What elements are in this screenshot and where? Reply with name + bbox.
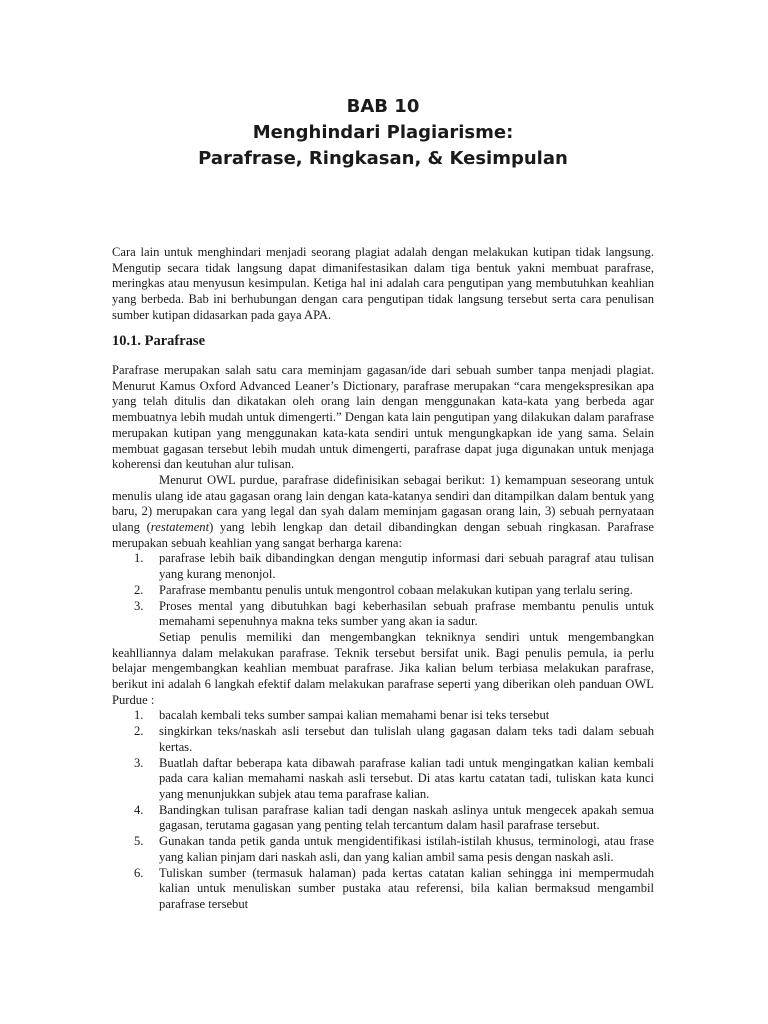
list-item-text: Proses mental yang dibutuhkan bagi keberhasilan sebuah prafrase membantu penulis untuk memahami sepenuhnya makna teks sumber yang akan ia sadur. [159,598,654,629]
list-item-text: Tuliskan sumber (termasuk halaman) pada kertas catatan kalian sehingga ini mempermudah kalian untuk menuliskan sumber pustaka atau referensi, bila kalian bermaksud mengambil parafrase tersebut [159,865,654,911]
list-item-number: 2. [134,582,144,597]
list-item-number: 4. [134,802,144,817]
list-item-text: Buatlah daftar beberapa kata dibawah parafrase kalian tadi untuk mengingatkan kalian kembali pada cara kalian memahami naskah asli tersebut. Di atas kartu catatan tadi, tuliskan kata kunci yang menunjukkan subjek atau tema parafrase kalian. [159,755,654,801]
list-item-number: 1. [134,551,144,566]
list-item [112,724,654,755]
chapter-heading [112,94,654,172]
list-item-number: 3. [134,598,144,613]
list-item [112,583,654,599]
list-item-text: Parafrase membantu penulis untuk mengontrol cobaan melakukan kutipan yang terlalu sering. [159,582,633,597]
intro-paragraph-block [112,245,654,324]
paragraph-2-text-b: ) yang lebih lengkap dan detail dibandingkan dengan sebuah ringkasan. Parafrase merupakan sebuah keahlian yang sangat berharga karena: [112,520,654,550]
list-item [112,708,654,724]
chapter-title-line2: Parafrase, Ringkasan, & Kesimpulan [198,148,568,169]
list-item [112,803,654,834]
list-item-text: parafrase lebih baik dibandingkan dengan mengutip informasi dari sebuah paragraf atau tulisan yang kurang menonjol. [159,551,654,582]
list-item [112,599,654,630]
list-item [112,551,654,582]
list-item-text: Bandingkan tulisan parafrase kalian tadi dengan naskah aslinya untuk mengecek apakah semua gagasan, terutama gagasan yang penting telah tercantum dalam hasil parafrase tersebut. [159,802,654,833]
list-item-number: 3. [134,755,144,770]
list-item [112,834,654,865]
paragraph-2-italic-term: restatement [150,520,210,535]
steps-list [112,708,654,912]
list-item [112,756,654,803]
chapter-title-line1: Menghindari Plagiarisme: [252,122,514,143]
list-item-number: 2. [134,724,144,739]
reasons-list [112,551,654,630]
section-title: 10.1. Parafrase [112,333,206,349]
list-item-text: singkirkan teks/naskah asli tersebut dan tulislah ulang gagasan dalam teks tadi dalam sebuah kertas. [159,724,654,754]
intro-paragraph: Cara lain untuk menghindari menjadi seorang plagiat adalah dengan melakukan kutipan tidak langsung. Mengutip secara tidak langsung dapat dimanifestasikan dalam tiga bentuk yakni membuat parafrase, meringkas atau menyusun kesimpulan. Ketiga hal ini adalah cara pengutipan yang membutuhkan keahlian yang berbeda. Bab ini berhubungan dengan cara pengutipan tidak langsung tersebut serta cara penulisan sumber kutipan didasarkan pada gaya APA. [112,245,654,322]
list-item-number: 5. [134,834,144,849]
list-item [112,866,654,913]
chapter-number: BAB 10 [346,96,420,117]
list-item-number: 6. [134,865,144,880]
list-item-text: bacalah kembali teks sumber sampai kalian memahami benar isi teks tersebut [159,708,550,723]
paragraph-1: Parafrase merupakan salah satu cara meminjam gagasan/ide dari sebuah sumber tanpa menjadi plagiat. Menurut Kamus Oxford Advanced Leaner’s Dictionary, parafrase merupakan “cara mengekspresikan apa yang telah ditulis dan dikatakan oleh orang lain dengan menggunakan kata-kata yang berbeda agar membuatnya lebih mudah untuk dimengerti.” Dengan kata lain pengutipan yang dilakukan dalam parafrase merupakan kutipan yang menggunakan kata-kata sendiri untuk mengungkapkan ide yang sama. Selain membuat gagasan tersebut lebih mudah untuk dimengerti, parafrase dapat juga digunakan untuk menjaga koherensi dan keutuhan alur tulisan. [112,363,654,472]
paragraph-3: Setiap penulis memiliki dan mengembangkan tekniknya sendiri untuk mengembangkan keahlliannya dalam melakukan parafrase. Teknik tersebut bersifat unik. Bagi penulis pemula, ia perlu belajar mengembangkan keahlian membuat parafrase. Jika kalian belum terbiasa melakukan parafrase, berikut ini adalah 6 langkah efektif dalam melakukan parafrase seperti yang diberikan oleh panduan OWL Purdue : [112,629,654,707]
list-item-text: Gunakan tanda petik ganda untuk mengidentifikasi istilah-istilah khusus, terminologi, atau frase yang kalian pinjam dari naskah asli, dan yang kalian ambil sama pesis dengan naskah asli. [159,834,654,864]
section-body [112,363,654,913]
paragraph-2-text-a: Menurut OWL purdue, parafrase didefinisikan sebagai berikut: 1) kemampuan seseorang untuk menulis ulang ide atau gagasan orang lain dengan kata-katanya sendiri dan ditampilkan dalam bentuk yang baru, 2) merupakan cara yang legal dan syah dalam meminjam gagasan orang lain, 3) sebuah pernyataan ulang ( [112,472,654,535]
list-item-number: 1. [134,708,144,723]
paragraph-2 [112,473,654,552]
